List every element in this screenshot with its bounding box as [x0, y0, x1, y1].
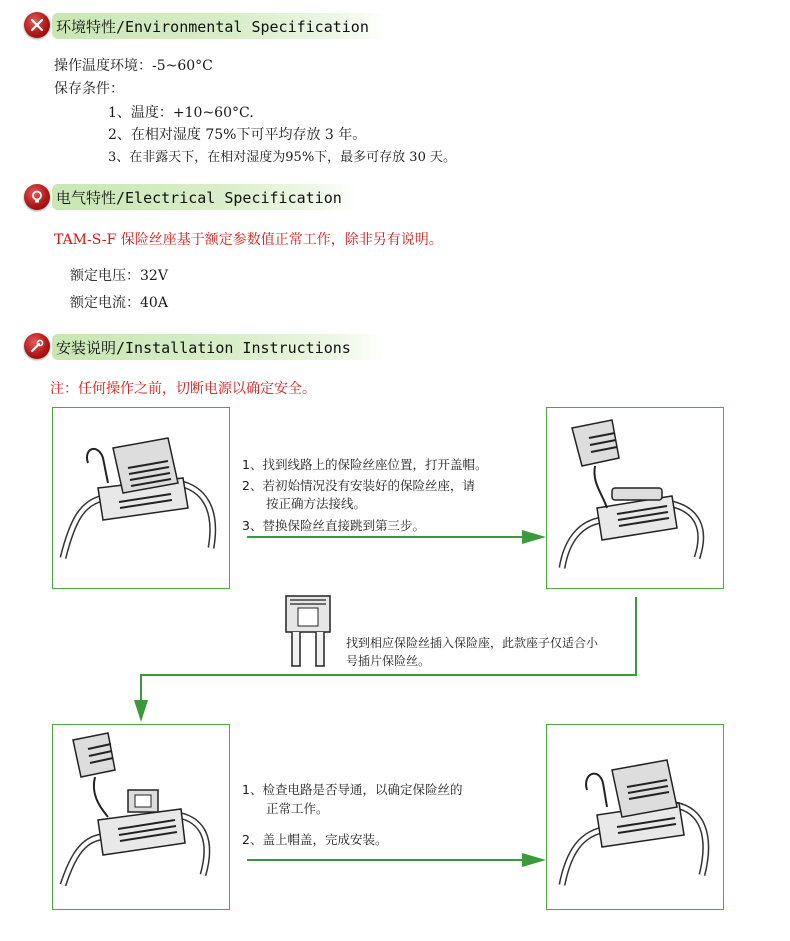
step3-line: 2、盖上帽盖，完成安装。 — [242, 832, 388, 847]
lightbulb-icon — [24, 184, 50, 210]
fuse-holder-complete-image — [546, 724, 724, 910]
step2-line: 号插片保险丝。 — [346, 654, 431, 668]
tools-icon — [24, 333, 50, 359]
environmental-title: 环境特性/Environmental Specification — [52, 13, 386, 39]
step1-line: 3、替换保险丝直接跳到第三步。 — [242, 518, 425, 533]
operating-temp: 操作温度环境：-5~60°C — [54, 58, 213, 74]
step2-line: 找到相应保险丝插入保险座，此款座子仅适合小 — [346, 636, 599, 650]
step3-line: 1、检查电路是否导通，以确定保险丝的 — [242, 782, 463, 797]
flow-arrow-line — [140, 674, 637, 676]
electrical-note: TAM-S-F 保险丝座基于额定参数值正常工作，除非另有说明。 — [54, 232, 443, 248]
scissors-cross-icon — [24, 12, 50, 38]
rated-current: 额定电流：40A — [70, 295, 168, 311]
storage-item: 2、在相对湿度 75%下可平均存放 3 年。 — [108, 127, 367, 143]
flow-arrowhead — [522, 530, 546, 544]
flow-arrowhead — [522, 853, 546, 867]
flow-arrow-line — [635, 597, 637, 675]
flow-arrow-line — [247, 859, 537, 861]
fuse-holder-closed-image — [52, 407, 230, 589]
step1-line: 2、若初始情况没有安装好的保险丝座，请 — [242, 478, 475, 493]
rated-voltage: 额定电压：32V — [70, 268, 168, 284]
storage-label: 保存条件： — [54, 81, 124, 97]
installation-warning: 注：任何操作之前，切断电源以确定安全。 — [50, 381, 316, 397]
installation-title: 安装说明/Installation Instructions — [52, 334, 386, 360]
fuse-holder-open-image — [546, 407, 724, 589]
step1-line: 1、找到线路上的保险丝座位置，打开盖帽。 — [242, 457, 488, 472]
fuse-inserted-image — [52, 724, 230, 910]
flow-arrow-line — [247, 536, 537, 538]
storage-item: 1、温度：+10~60°C. — [108, 105, 254, 121]
step1-line: 按正确方法接线。 — [266, 496, 367, 511]
blade-fuse-image — [284, 594, 332, 670]
storage-item: 3、在非露天下，在相对湿度为95%下，最多可存放 30 天。 — [108, 150, 456, 165]
flow-arrowhead — [134, 700, 148, 722]
step3-line: 正常工作。 — [266, 801, 329, 816]
electrical-title: 电气特性/Electrical Specification — [52, 184, 356, 210]
